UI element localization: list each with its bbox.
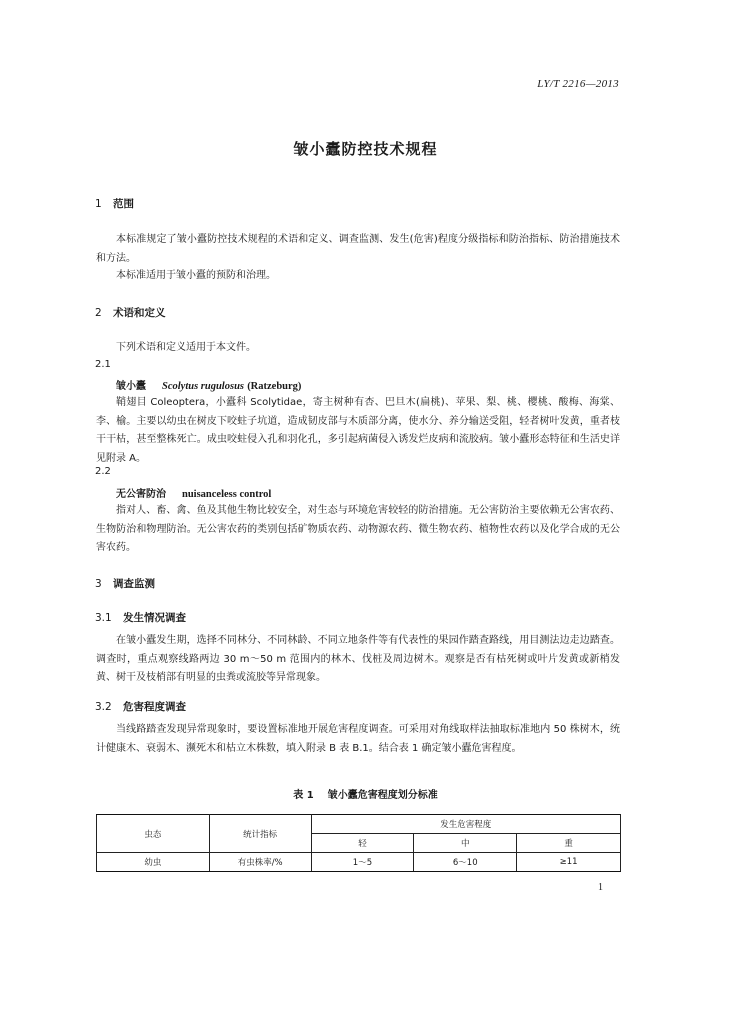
- section-number: 2: [95, 307, 102, 319]
- standard-code: LY/T 2216—2013: [537, 78, 619, 90]
- clause-2-2-number: 2.2: [95, 466, 111, 477]
- header-indicator: 统计指标: [209, 815, 311, 853]
- clause-number: 3.2: [95, 701, 112, 713]
- table-row: [97, 853, 621, 872]
- clause-3-1-heading: [95, 610, 186, 625]
- clause-title: 发生情况调查: [123, 612, 186, 624]
- cell-heavy: ≥11: [517, 853, 621, 872]
- cell-light: 1～5: [311, 853, 414, 872]
- clause-title: 危害程度调查: [123, 701, 186, 713]
- term-english: nuisanceless control: [182, 489, 272, 500]
- section-number: 3: [95, 578, 102, 590]
- term-2-2-definition: 指对人、畜、禽、鱼及其他生物比较安全，对生态与环境危害较轻的防治措施。无公害防治主要依赖无公害农药、生物防治和物理防治。无公害农药的类别包括矿物质农药、动物源农药、微生物农药、植物性农药以及化学合成的无公害农药。: [96, 505, 620, 553]
- section-number: 1: [95, 198, 102, 210]
- hazard-grading-table: [96, 814, 621, 872]
- term-latin-name: Scolytus rugulosus: [162, 381, 244, 392]
- header-severity-group: 发生危害程度: [311, 815, 620, 834]
- table-header-row: [97, 815, 621, 834]
- section-1-heading: [95, 196, 134, 211]
- table-1-caption: [0, 786, 731, 801]
- section-2-heading: [95, 305, 166, 320]
- header-stage: 虫态: [97, 815, 210, 853]
- clause-number: 3.1: [95, 612, 112, 624]
- section-title: 调查监测: [113, 578, 155, 590]
- term-2-1: [116, 377, 301, 392]
- cell-indicator: 有虫株率/%: [209, 853, 311, 872]
- clause-3-2-heading: [95, 699, 186, 714]
- header-level-light: 轻: [311, 834, 414, 853]
- section-title: 范围: [113, 198, 134, 210]
- section-1-paragraph-2: 本标准适用于皱小蠹的预防和治理。: [116, 270, 276, 281]
- header-level-medium: 中: [414, 834, 517, 853]
- clause-2-1-number: 2.1: [95, 359, 111, 370]
- clause-3-2-text: 当线路踏查发现异常现象时，要设置标准地开展危害程度调查。可采用对角线取样法抽取标准地内 50 株树木，统计健康木、衰弱木、濒死木和枯立木株数，填入附录 B 表 B.1。结合表 1 确定皱小蠹危害程度。: [96, 724, 620, 754]
- section-title: 术语和定义: [113, 307, 166, 319]
- term-chinese: 皱小蠹: [116, 381, 146, 392]
- cell-medium: 6～10: [414, 853, 517, 872]
- term-chinese: 无公害防治: [116, 489, 166, 500]
- term-2-1-definition: 鞘翅目 Coleoptera，小蠹科 Scolytidae，寄主树种有杏、巴旦木(扁桃)、苹果、梨、桃、樱桃、酸梅、海棠、李、榆。主要以幼虫在树皮下咬蛀子坑道，造成韧皮部与木质部分离，使水分、养分输送受阻，轻者树叶发黄，重者枝干干枯，甚至整株死亡。成虫咬蛀侵入孔和羽化孔，多引起病菌侵入诱发烂皮病和流胶病。皱小蠹形态特征和生活史详见附录 A。: [96, 397, 620, 464]
- term-2-2: [116, 485, 271, 500]
- table-title: 皱小蠹危害程度划分标准: [327, 790, 438, 801]
- term-author: (Ratzeburg): [247, 381, 302, 392]
- clause-3-1-text: 在皱小蠹发生期，选择不同林分、不同林龄、不同立地条件等有代表性的果园作踏查路线，用目测法边走边踏查。调查时，重点观察线路两边 30 m～50 m 范围内的林木、伐桩及周边树木。观察是否有枯死树或叶片发黄或新梢发黄、树干及枝梢部有明显的虫粪或流胶等异常现象。: [96, 635, 620, 683]
- header-level-heavy: 重: [517, 834, 621, 853]
- document-title: 皱小蠹防控技术规程: [293, 140, 438, 158]
- section-2-intro: 下列术语和定义适用于本文件。: [116, 342, 256, 353]
- page-number: 1: [598, 882, 603, 893]
- cell-stage: 幼虫: [97, 853, 210, 872]
- table-number: 表 1: [293, 790, 314, 801]
- section-3-heading: [95, 576, 155, 591]
- section-1-paragraph-1: 本标准规定了皱小蠹防控技术规程的术语和定义、调查监测、发生(危害)程度分级指标和防治指标、防治措施技术和方法。: [96, 234, 620, 264]
